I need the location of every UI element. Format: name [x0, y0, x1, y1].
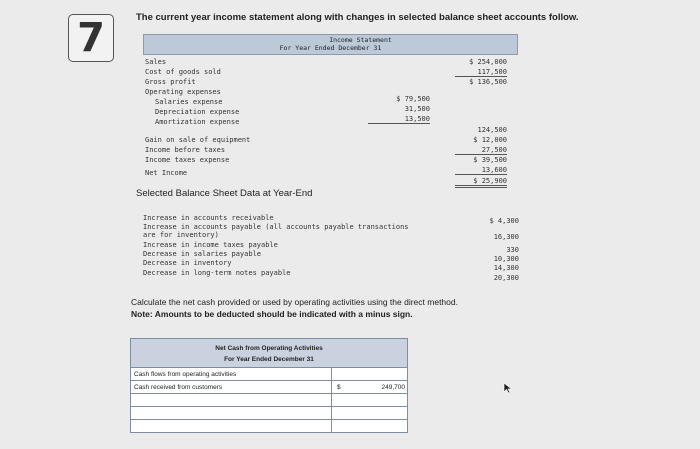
- question-intro: The current year income statement along with changes in selected balance sheet accounts follow.: [136, 12, 579, 23]
- pretax-label: Income before taxes: [145, 146, 226, 154]
- cash-flow-table: [130, 338, 408, 433]
- instructions: [131, 296, 458, 320]
- pretax-value: $ 39,500: [473, 156, 507, 164]
- gross-profit-value: $ 136,500: [469, 78, 507, 86]
- bs-row-label: Decrease in inventory: [143, 259, 232, 267]
- balance-sheet-data: [143, 212, 521, 286]
- bs-row-label: Decrease in long-term notes payable: [143, 269, 291, 277]
- mouse-cursor-icon: [503, 382, 513, 394]
- salaries-label: Salaries expense: [155, 98, 223, 106]
- cash-flow-header: [130, 338, 408, 368]
- cash-flow-entry-row: [130, 420, 408, 433]
- instructions-note: Note: Amounts to be deducted should be indicated with a minus sign.: [131, 309, 413, 319]
- total-opex-value: 124,500: [477, 126, 507, 134]
- column-divider: [331, 420, 332, 432]
- income-statement-title: Income Statement: [329, 36, 392, 44]
- cash-flow-section-label: Cash flows from operating activities: [134, 371, 237, 378]
- bs-row-value: 330: [506, 246, 519, 254]
- tax-value: 13,600: [455, 166, 507, 175]
- bs-row-value: $ 4,300: [489, 217, 519, 225]
- sales-row: [145, 58, 166, 66]
- salaries-value: $ 79,500: [396, 95, 430, 103]
- gain-value-2: 27,500: [455, 146, 507, 155]
- opex-label: Operating expenses: [145, 88, 221, 96]
- depreciation-value: 31,500: [404, 105, 430, 113]
- sales-label: Sales: [145, 58, 167, 66]
- depreciation-label: Depreciation expense: [155, 108, 240, 116]
- bs-row-label: Increase in accounts receivable: [143, 214, 274, 222]
- tax-label: Income taxes expense: [145, 156, 230, 164]
- cash-received-customers-value[interactable]: 249,700: [381, 384, 405, 391]
- bs-row-value: 14,300: [493, 264, 519, 272]
- dollar-sign: $: [337, 384, 341, 391]
- cash-received-customers-label: Cash received from customers: [134, 384, 223, 391]
- cash-received-customers-row: [130, 381, 408, 394]
- bs-row-value: 20,300: [493, 274, 519, 282]
- gain-value: $ 12,000: [473, 136, 507, 144]
- cash-flow-period: For Year Ended December 31: [224, 356, 314, 363]
- bs-row-label: Increase in accounts payable (all accounts payable transactions: [143, 223, 409, 231]
- cogs-label: Cost of goods sold: [145, 68, 221, 76]
- sales-value: $ 254,000: [469, 58, 507, 66]
- income-statement-body: [143, 55, 518, 185]
- cash-flow-amount-input[interactable]: [333, 421, 407, 431]
- cash-flow-title: Net Cash from Operating Activities: [215, 345, 323, 352]
- instructions-line-1: Calculate the net cash provided or used by operating activities using the direct method.: [131, 297, 458, 307]
- column-divider: [331, 394, 332, 406]
- income-statement: [143, 34, 518, 185]
- cash-flow-amount-input[interactable]: [333, 408, 407, 418]
- bs-row-label: are for inventory): [143, 231, 219, 239]
- cash-flow-label-input[interactable]: [133, 408, 329, 418]
- cash-flow-label-input[interactable]: [133, 421, 329, 431]
- income-statement-period: For Year Ended December 31: [279, 44, 382, 52]
- cash-flow-section-row: [130, 368, 408, 381]
- bs-row-value: 16,300: [493, 233, 519, 241]
- cogs-value: 117,500: [455, 68, 507, 77]
- bs-row-value: 10,300: [493, 255, 519, 263]
- column-divider: [331, 381, 332, 393]
- column-divider: [331, 407, 332, 419]
- income-statement-header: [143, 34, 518, 55]
- cash-flow-label-input[interactable]: [133, 395, 329, 405]
- bs-row-label: Decrease in salaries payable: [143, 250, 262, 258]
- net-income-value: $ 25,900: [455, 177, 507, 188]
- balance-sheet-heading: Selected Balance Sheet Data at Year-End: [136, 188, 313, 199]
- amortization-label: Amortization expense: [155, 118, 240, 126]
- column-divider: [331, 368, 332, 380]
- cash-flow-amount-input[interactable]: [333, 395, 407, 405]
- amortization-value: 13,500: [368, 115, 430, 124]
- net-income-label: Net Income: [145, 169, 188, 177]
- cash-flow-entry-row: [130, 407, 408, 420]
- gross-profit-label: Gross profit: [145, 78, 196, 86]
- question-number: 7: [68, 14, 114, 62]
- bs-row-label: Increase in income taxes payable: [143, 241, 278, 249]
- cash-flow-entry-row: [130, 394, 408, 407]
- gain-label: Gain on sale of equipment: [145, 136, 251, 144]
